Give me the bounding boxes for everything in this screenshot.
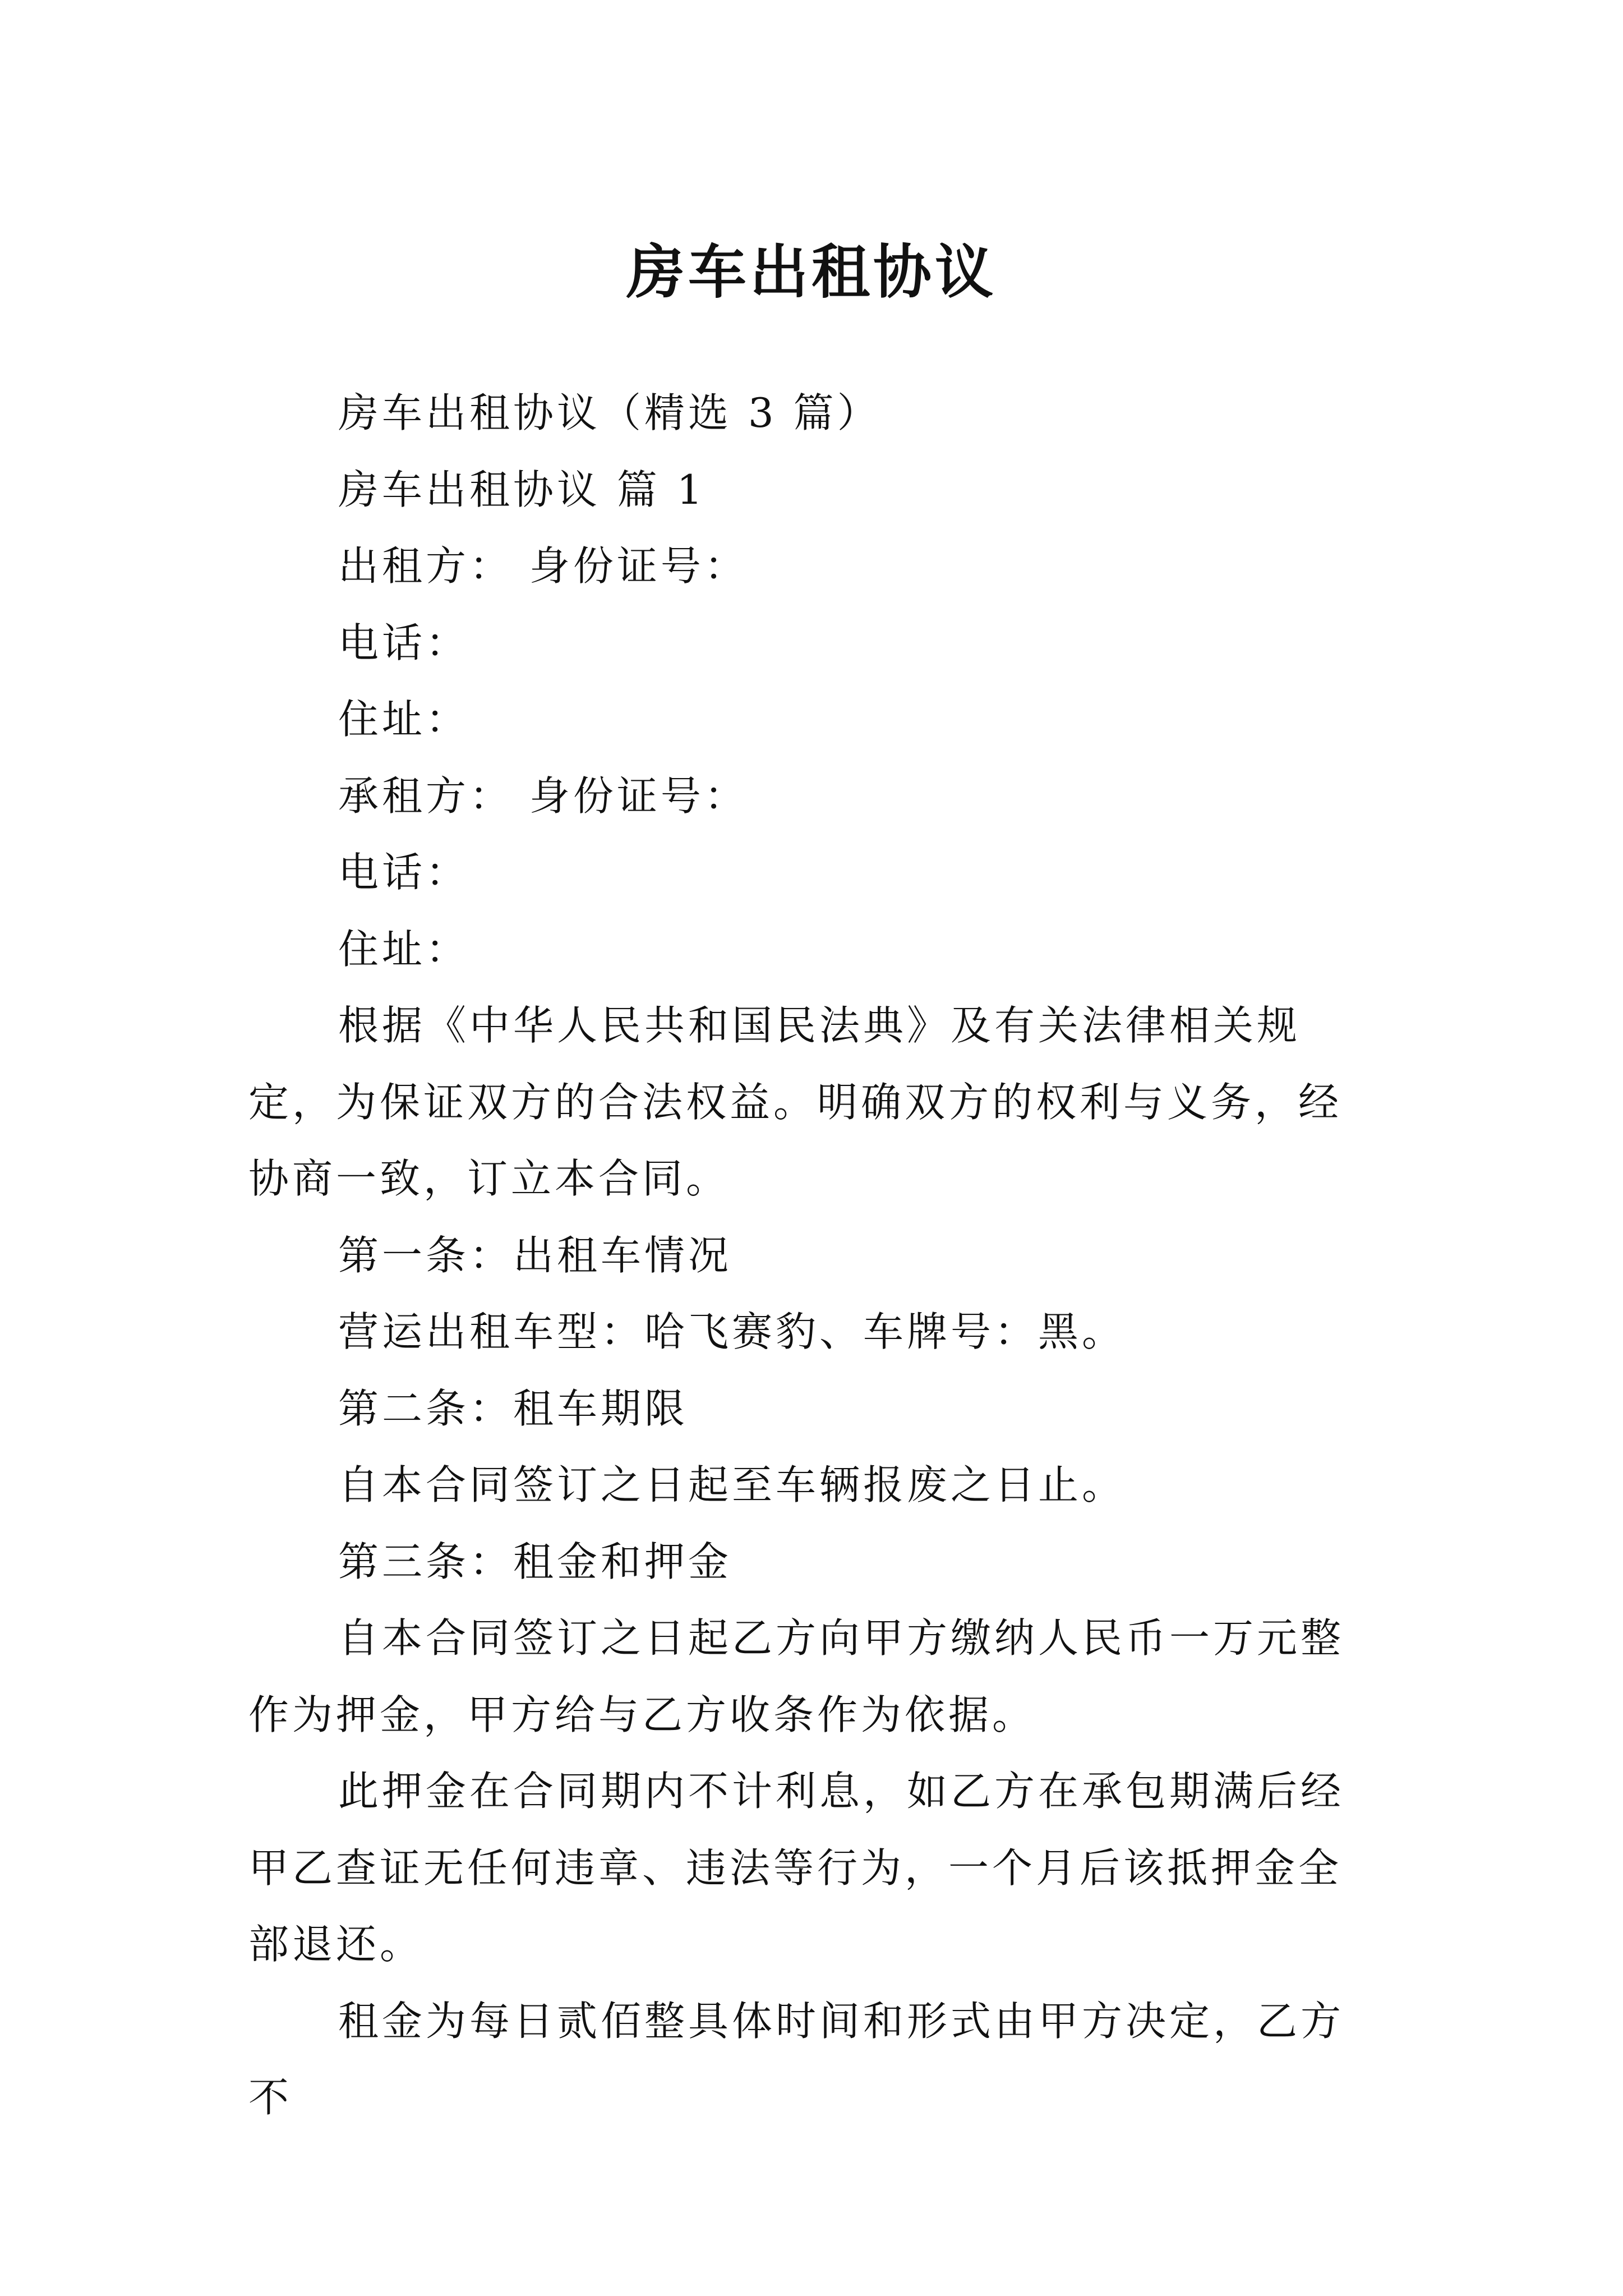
paragraph-lessee-id: 承租方： 身份证号： [338,772,748,820]
paragraph-deposit: 自本合同签订之日起乙方向甲方缴纳人民币一万元整作为押金，甲方给与乙方收条作为依据。 [248,1614,1345,1738]
paragraph-article-1-heading: 第一条：出租车情况 [338,1231,732,1279]
paragraph-lessor-id: 出租方： 身份证号： [338,542,748,590]
document-body [248,375,1381,2136]
paragraph-article-2-heading: 第二条：租车期限 [338,1384,689,1432]
paragraph-article-1-body: 营运出租车型：哈飞赛豹、车牌号：黑。 [338,1308,1126,1355]
paragraph-lessee-phone: 电话： [338,849,470,896]
paragraph-selection-heading: 房车出租协议（精选 3 篇） [338,389,881,436]
paragraph-section-heading: 房车出租协议 篇 1 [338,466,706,513]
paragraph-lessee-address: 住址： [338,925,470,973]
paragraph-legal-basis: 根据《中华人民共和国民法典》及有关法律相关规定，为保证双方的合法权益。明确双方的权利与义务，经协商一致，订立本合同。 [248,1002,1343,1202]
paragraph-article-2-body: 自本合同签订之日起至车辆报废之日止。 [338,1461,1126,1508]
paragraph-lessor-phone: 电话： [338,619,470,666]
paragraph-deposit-refund: 此押金在合同期内不计利息，如乙方在承包期满后经甲乙查证无任何违章、违法等行为，一个月后该抵押金全部退还。 [248,1768,1345,1968]
paragraph-article-3-heading: 第三条：租金和押金 [338,1538,732,1585]
paragraph-lessor-address: 住址： [338,696,470,743]
document-title: 房车出租协议 [626,237,997,306]
paragraph-rent: 租金为每日贰佰整具体时间和形式由甲方决定，乙方不 [248,1997,1345,2121]
